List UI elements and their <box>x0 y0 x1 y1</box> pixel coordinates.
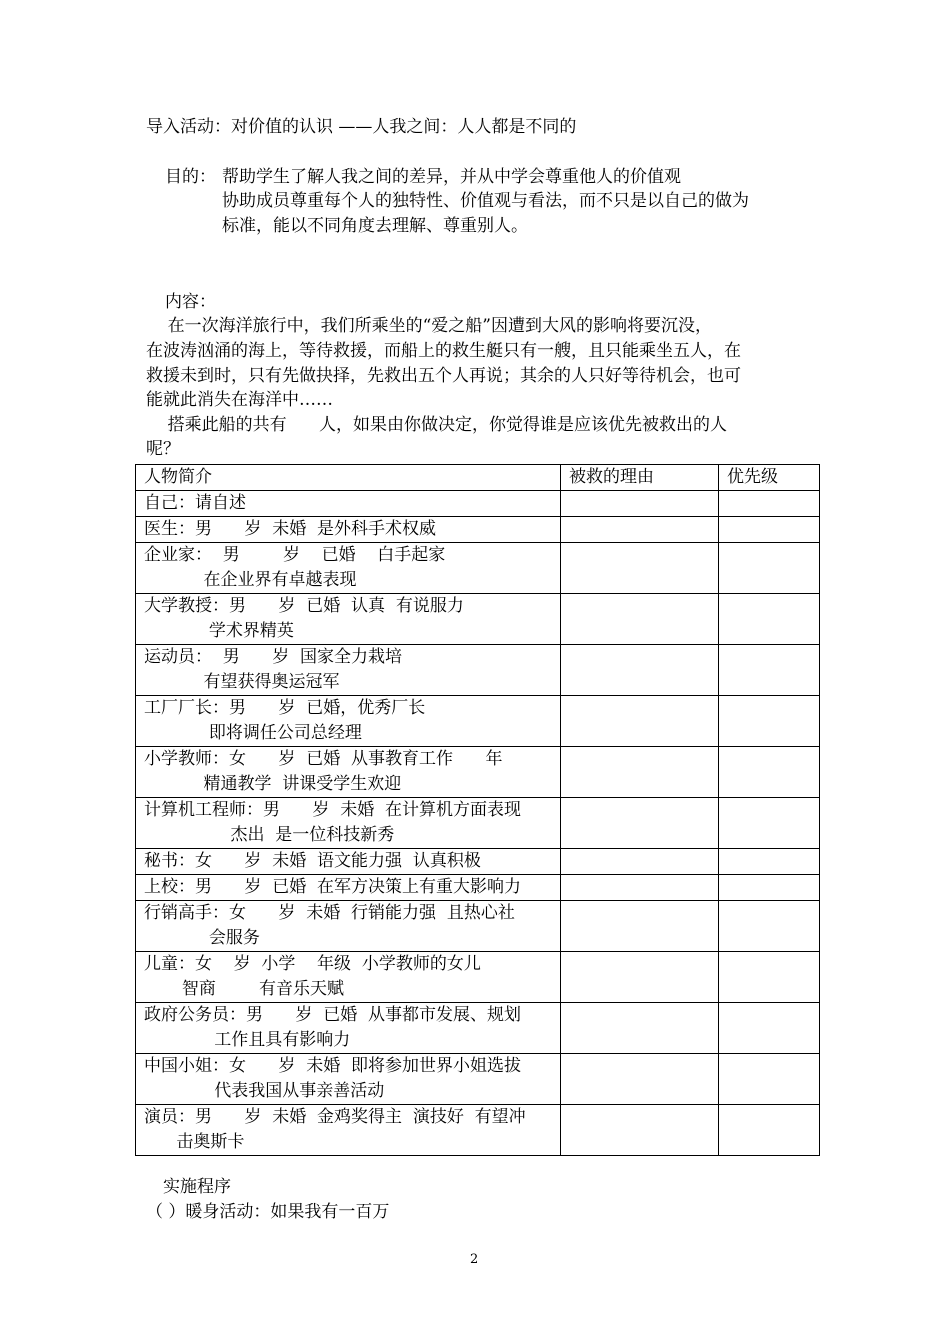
reason-cell[interactable] <box>561 901 719 952</box>
priority-cell[interactable] <box>719 875 820 901</box>
warmup-activity: （ ）暖身活动：如果我有一百万 <box>146 1202 390 1222</box>
profile-cell <box>136 1003 561 1054</box>
table-row <box>136 901 820 952</box>
profile-line-1: 政府公务员：男 岁 已婚 从事都市发展、规划 <box>144 1005 522 1025</box>
profile-line-1: 运动员： 男 岁 国家全力栽培 <box>144 647 403 667</box>
priority-cell[interactable] <box>719 696 820 747</box>
procedure-label: 实施程序 <box>163 1177 231 1197</box>
table-row <box>136 696 820 747</box>
profile-line-1: 小学教师：女 岁 已婚 从事教育工作 年 <box>144 749 503 769</box>
goal-line-3: 标准，能以不同角度去理解、尊重别人。 <box>222 216 528 236</box>
table-row <box>136 798 820 849</box>
story-line-5: 搭乘此船的共有 人，如果由你做决定，你觉得谁是应该优先被救出的人 <box>146 415 728 435</box>
reason-cell[interactable] <box>561 1054 719 1105</box>
profile-line-2: 学术界精英 <box>144 621 294 641</box>
profile-cell <box>136 901 561 952</box>
table-row <box>136 952 820 1003</box>
reason-cell[interactable] <box>561 543 719 594</box>
profile-cell <box>136 517 561 543</box>
profile-cell <box>136 1054 561 1105</box>
profile-line-2: 会服务 <box>144 928 260 948</box>
priority-cell[interactable] <box>719 901 820 952</box>
priority-cell[interactable] <box>719 1054 820 1105</box>
table-row <box>136 543 820 594</box>
profile-cell <box>136 696 561 747</box>
profile-line-2: 有望获得奥运冠军 <box>144 672 340 692</box>
goal-line-2: 协助成员尊重每个人的独特性、价值观与看法，而不只是以自己的做为 <box>222 191 749 211</box>
reason-cell[interactable] <box>561 491 719 517</box>
table-row <box>136 1105 820 1156</box>
profile-cell <box>136 543 561 594</box>
page-number: 2 <box>470 1252 479 1267</box>
profile-line-2: 代表我国从事亲善活动 <box>144 1081 385 1101</box>
header-profile: 人物简介 <box>136 465 561 491</box>
header-reason: 被救的理由 <box>561 465 719 491</box>
table-row <box>136 747 820 798</box>
priority-cell[interactable] <box>719 952 820 1003</box>
profile-line-1: 大学教授：男 岁 已婚 认真 有说服力 <box>144 596 464 616</box>
profile-cell <box>136 875 561 901</box>
table-row <box>136 875 820 901</box>
priority-cell[interactable] <box>719 1003 820 1054</box>
reason-cell[interactable] <box>561 849 719 875</box>
story-line-3: 救援未到时，只有先做抉择，先救出五个人再说；其余的人只好等待机会，也可 <box>146 366 741 386</box>
reason-cell[interactable] <box>561 875 719 901</box>
table-row <box>136 1003 820 1054</box>
reason-cell[interactable] <box>561 517 719 543</box>
profile-line-1: 自己：请自述 <box>144 493 246 513</box>
page-title: 导入活动：对价值的认识 ——人我之间：人人都是不同的 <box>146 117 577 137</box>
profile-line-1: 演员：男 岁 未婚 金鸡奖得主 演技好 有望冲 <box>144 1107 526 1127</box>
profile-line-1: 工厂厂长：男 岁 已婚，优秀厂长 <box>144 698 426 718</box>
table-header-row <box>136 465 820 491</box>
profile-cell <box>136 952 561 1003</box>
profile-cell <box>136 849 561 875</box>
profile-line-1: 秘书：女 岁 未婚 语文能力强 认真积极 <box>144 851 481 871</box>
story-line-4: 能就此消失在海洋中…… <box>146 390 333 410</box>
profile-line-2: 智商 有音乐天赋 <box>144 979 345 999</box>
priority-cell[interactable] <box>719 1105 820 1156</box>
reason-cell[interactable] <box>561 1105 719 1156</box>
content-label: 内容： <box>165 292 216 312</box>
profile-line-1: 计算机工程师：男 岁 未婚 在计算机方面表现 <box>144 800 522 820</box>
table-row <box>136 517 820 543</box>
goal-line-1: 帮助学生了解人我之间的差异，并从中学会尊重他人的价值观 <box>222 167 681 187</box>
reason-cell[interactable] <box>561 696 719 747</box>
reason-cell[interactable] <box>561 645 719 696</box>
priority-cell[interactable] <box>719 594 820 645</box>
header-priority: 优先级 <box>719 465 820 491</box>
reason-cell[interactable] <box>561 952 719 1003</box>
reason-cell[interactable] <box>561 747 719 798</box>
profile-line-1: 行销高手：女 岁 未婚 行销能力强 且热心社 <box>144 903 515 923</box>
table-row <box>136 645 820 696</box>
profile-cell <box>136 747 561 798</box>
reason-cell[interactable] <box>561 798 719 849</box>
reason-cell[interactable] <box>561 594 719 645</box>
story-line-1: 在一次海洋旅行中，我们所乘坐的“爱之船”因遭到大风的影响将要沉没， <box>146 316 712 336</box>
priority-cell[interactable] <box>719 491 820 517</box>
reason-cell[interactable] <box>561 1003 719 1054</box>
character-table <box>135 464 820 1156</box>
profile-cell <box>136 798 561 849</box>
profile-line-1: 上校：男 岁 已婚 在军方决策上有重大影响力 <box>144 877 522 897</box>
priority-cell[interactable] <box>719 849 820 875</box>
profile-line-2: 击奥斯卡 <box>144 1132 245 1152</box>
profile-cell <box>136 1105 561 1156</box>
profile-line-2: 即将调任公司总经理 <box>144 723 362 743</box>
priority-cell[interactable] <box>719 645 820 696</box>
profile-line-2: 工作且具有影响力 <box>144 1030 351 1050</box>
table-row <box>136 491 820 517</box>
story-line-2: 在波涛汹涌的海上，等待救援，而船上的救生艇只有一艘，且只能乘坐五人，在 <box>146 341 741 361</box>
profile-cell <box>136 645 561 696</box>
priority-cell[interactable] <box>719 747 820 798</box>
table-row <box>136 594 820 645</box>
priority-cell[interactable] <box>719 517 820 543</box>
priority-cell[interactable] <box>719 543 820 594</box>
table-row <box>136 1054 820 1105</box>
table-row <box>136 849 820 875</box>
profile-line-2: 杰出 是一位科技新秀 <box>144 825 395 845</box>
profile-line-2: 精通教学 讲课受学生欢迎 <box>144 774 402 794</box>
profile-line-1: 医生：男 岁 未婚 是外科手术权威 <box>144 519 437 539</box>
profile-line-2: 在企业界有卓越表现 <box>144 570 357 590</box>
priority-cell[interactable] <box>719 798 820 849</box>
goal-label: 目的： <box>165 167 216 187</box>
story-line-6: 呢？ <box>146 439 180 459</box>
profile-cell <box>136 594 561 645</box>
profile-cell <box>136 491 561 517</box>
profile-line-1: 中国小姐：女 岁 未婚 即将参加世界小姐选拔 <box>144 1056 522 1076</box>
profile-line-1: 企业家： 男 岁 已婚 白手起家 <box>144 545 446 565</box>
profile-line-1: 儿童：女 岁 小学 年级 小学教师的女儿 <box>144 954 481 974</box>
